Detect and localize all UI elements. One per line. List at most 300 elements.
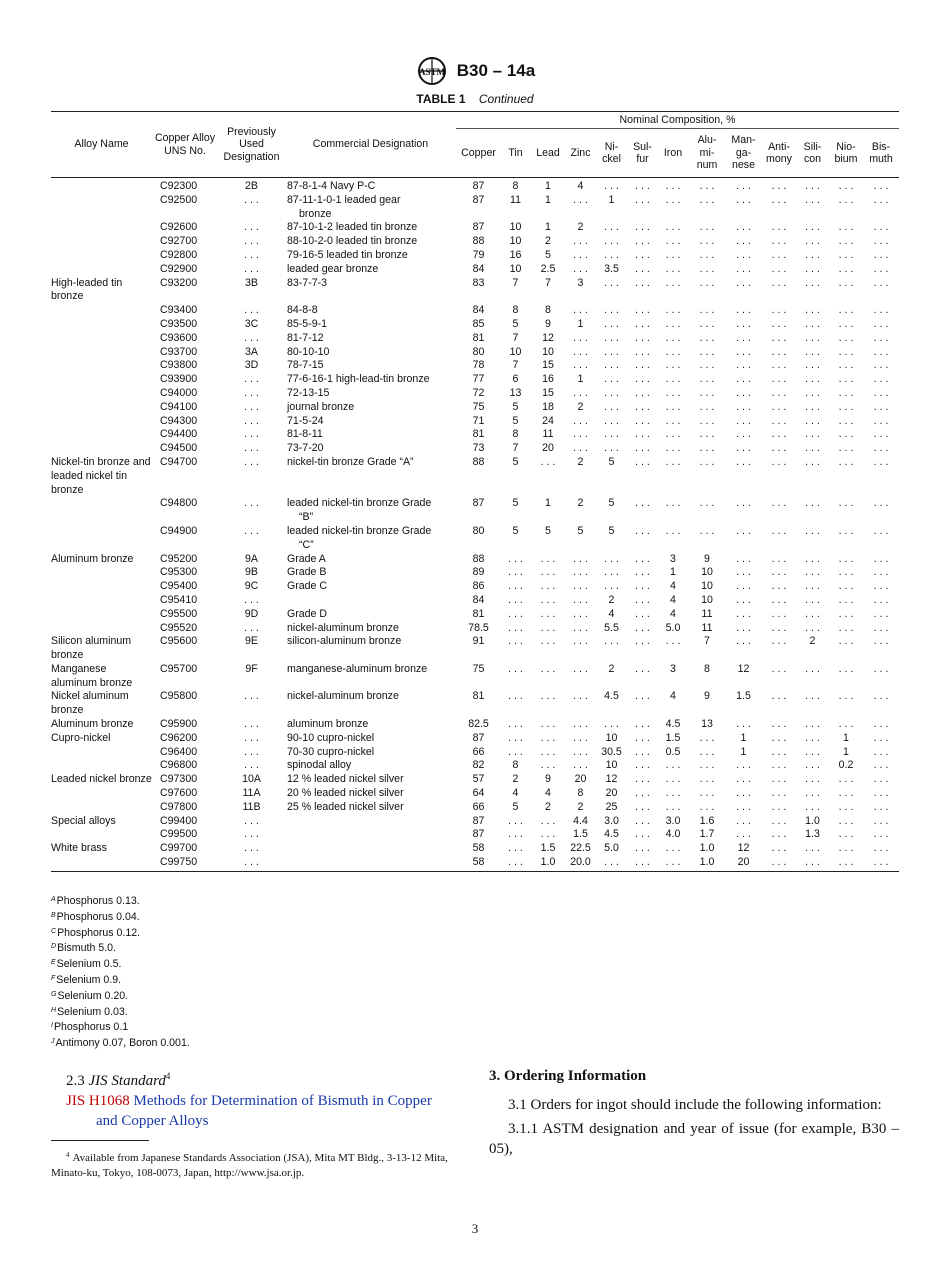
composition-value: . . . bbox=[805, 428, 820, 441]
composition-value: 91 bbox=[472, 635, 485, 648]
uns-cell: C97800 bbox=[160, 800, 198, 813]
composition-value: . . . bbox=[573, 345, 588, 358]
uns-cell: C99400 bbox=[160, 814, 198, 827]
uns-cell: C93600 bbox=[160, 331, 198, 344]
alloy-name-cell bbox=[51, 442, 152, 456]
composition-value: 4 bbox=[545, 787, 551, 800]
composition-value: 10 bbox=[509, 345, 522, 358]
commercial-designation-cell bbox=[285, 801, 456, 815]
composition-value: . . . bbox=[736, 718, 751, 731]
composition-value: 7 bbox=[512, 442, 519, 455]
composition-value: . . . bbox=[665, 414, 681, 427]
composition-value: 1.6 bbox=[699, 814, 715, 827]
table-row bbox=[51, 553, 899, 567]
commercial-line: 83-7-7-3 bbox=[287, 276, 328, 289]
composition-value: . . . bbox=[665, 180, 681, 192]
composition-value: 66 bbox=[472, 800, 485, 813]
composition-value: . . . bbox=[838, 373, 854, 386]
footnote-mark: F bbox=[51, 974, 56, 982]
composition-value: . . . bbox=[805, 621, 820, 634]
alloy-name-cell bbox=[51, 622, 152, 636]
composition-value: . . . bbox=[508, 718, 523, 731]
composition-value: . . . bbox=[863, 856, 899, 871]
composition-value: . . . bbox=[771, 607, 787, 620]
composition-value: . . . bbox=[635, 304, 650, 317]
composition-value: . . . bbox=[805, 580, 820, 593]
commercial-line: 81-7-12 bbox=[287, 331, 324, 344]
composition-value: 5.0 bbox=[604, 842, 619, 855]
section-title: JIS Standard bbox=[88, 1073, 166, 1089]
commercial-designation-cell bbox=[285, 553, 456, 567]
table-row bbox=[51, 235, 899, 249]
composition-value: 5 bbox=[512, 400, 519, 413]
commercial-designation-cell bbox=[285, 566, 456, 580]
composition-value: . . . bbox=[771, 180, 787, 192]
uns-cell: C95900 bbox=[160, 718, 198, 731]
commercial-designation-cell bbox=[285, 318, 456, 332]
jis-reference[interactable] bbox=[51, 1091, 463, 1131]
composition-value: 78 bbox=[472, 359, 485, 372]
composition-value: 84 bbox=[472, 304, 485, 317]
composition-value: . . . bbox=[873, 787, 889, 800]
previous-designation-cell: . . . bbox=[244, 248, 259, 261]
commercial-designation-cell bbox=[285, 387, 456, 401]
commercial-designation-cell bbox=[285, 263, 456, 277]
previous-designation-cell: . . . bbox=[244, 828, 259, 841]
previous-designation-cell: . . . bbox=[244, 759, 259, 772]
composition-value: . . . bbox=[699, 414, 715, 427]
alloy-name-cell bbox=[51, 525, 152, 553]
composition-value: . . . bbox=[635, 814, 650, 827]
col-element-2: Lead bbox=[530, 129, 566, 178]
composition-value: 81 bbox=[472, 607, 485, 620]
alloy-name-cell bbox=[51, 856, 152, 871]
composition-value: . . . bbox=[604, 373, 619, 386]
composition-value: . . . bbox=[771, 193, 787, 206]
composition-value: . . . bbox=[699, 787, 715, 800]
composition-value: 15 bbox=[542, 386, 554, 399]
composition-value: 1.3 bbox=[805, 828, 820, 841]
composition-value: . . . bbox=[771, 400, 787, 413]
composition-value: . . . bbox=[805, 593, 820, 606]
composition-value: 2 bbox=[577, 800, 584, 813]
composition-value: 4.4 bbox=[573, 814, 588, 827]
commercial-designation-cell bbox=[285, 456, 456, 497]
alloy-name-cell bbox=[51, 801, 152, 815]
composition-value: . . . bbox=[508, 828, 523, 841]
footnote-mark: E bbox=[51, 959, 56, 967]
composition-value: . . . bbox=[635, 386, 650, 399]
composition-value: . . . bbox=[508, 607, 523, 620]
composition-value: 86 bbox=[472, 580, 485, 593]
table-row bbox=[51, 332, 899, 346]
commercial-designation-cell bbox=[285, 732, 456, 746]
composition-value: . . . bbox=[838, 566, 854, 579]
composition-value: . . . bbox=[604, 386, 619, 399]
composition-value: . . . bbox=[771, 745, 787, 758]
composition-value: . . . bbox=[635, 442, 650, 455]
composition-value: 10 bbox=[542, 345, 554, 358]
composition-value: . . . bbox=[805, 248, 820, 261]
composition-value: . . . bbox=[736, 455, 751, 468]
composition-value: . . . bbox=[805, 497, 820, 510]
table-row bbox=[51, 304, 899, 318]
composition-value: . . . bbox=[838, 400, 854, 413]
composition-value: . . . bbox=[635, 745, 650, 758]
table-row bbox=[51, 608, 899, 622]
commercial-line: 85-5-9-1 bbox=[287, 317, 328, 330]
composition-value: 5 bbox=[512, 317, 519, 330]
composition-value: 4 bbox=[608, 607, 615, 620]
reference-title-continued[interactable]: and Copper Alloys bbox=[96, 1113, 209, 1129]
composition-value: 2 bbox=[577, 400, 584, 413]
composition-value: . . . bbox=[805, 524, 820, 537]
composition-value: . . . bbox=[771, 221, 787, 234]
composition-value: . . . bbox=[540, 731, 556, 744]
previous-designation-cell: . . . bbox=[244, 497, 259, 510]
alloy-name-cell bbox=[51, 304, 152, 318]
commercial-line: Grade C bbox=[287, 580, 328, 593]
commercial-line: 25 % leaded nickel silver bbox=[287, 800, 404, 813]
composition-value: . . . bbox=[665, 773, 681, 786]
col-element-7: Alu- mi- num bbox=[689, 129, 725, 178]
reference-code-link[interactable]: JIS H1068 bbox=[66, 1093, 130, 1109]
composition-value: . . . bbox=[771, 345, 787, 358]
composition-value: . . . bbox=[771, 814, 787, 827]
astm-logo-icon bbox=[415, 56, 449, 86]
composition-value: . . . bbox=[665, 800, 681, 813]
previous-designation-cell: . . . bbox=[244, 455, 259, 468]
composition-value: . . . bbox=[635, 593, 650, 606]
previous-designation-cell: . . . bbox=[244, 221, 259, 234]
composition-value: . . . bbox=[771, 773, 787, 786]
composition-value: . . . bbox=[635, 373, 650, 386]
alloy-name-cell: Silicon aluminum bronze bbox=[51, 635, 132, 662]
composition-value: . . . bbox=[736, 814, 751, 827]
footnote-ref-4: 4 bbox=[165, 1071, 171, 1081]
composition-value: 1.5 bbox=[540, 842, 556, 855]
composition-value: . . . bbox=[573, 607, 588, 620]
col-element-11: Nio- bium bbox=[829, 129, 863, 178]
composition-value: . . . bbox=[838, 442, 854, 455]
composition-value: . . . bbox=[573, 552, 588, 565]
composition-value: 2 bbox=[577, 455, 584, 468]
table-continued: Continued bbox=[478, 92, 534, 106]
footnote-text: Antimony 0.07, Boron 0.001. bbox=[55, 1037, 190, 1050]
previous-designation-cell: . . . bbox=[244, 262, 259, 275]
composition-value: . . . bbox=[665, 759, 681, 772]
composition-value: . . . bbox=[540, 552, 556, 565]
composition-value: . . . bbox=[665, 524, 681, 537]
col-element-6: Iron bbox=[657, 129, 689, 178]
composition-value: . . . bbox=[873, 759, 889, 772]
commercial-designation-cell bbox=[285, 346, 456, 360]
composition-value: . . . bbox=[873, 718, 889, 731]
composition-value: 3.0 bbox=[604, 814, 619, 827]
composition-value: 84 bbox=[472, 593, 485, 606]
composition-value: . . . bbox=[838, 828, 854, 841]
alloy-name-cell bbox=[51, 235, 152, 249]
composition-value: . . . bbox=[805, 276, 820, 289]
composition-value: . . . bbox=[873, 773, 889, 786]
uns-cell: C95520 bbox=[160, 621, 198, 634]
previous-designation-cell: . . . bbox=[244, 400, 259, 413]
commercial-line: 77-6-16-1 high-lead-tin bronze bbox=[287, 373, 430, 386]
col-element-10: Sili- con bbox=[796, 129, 829, 178]
composition-value: . . . bbox=[771, 718, 787, 731]
previous-designation-cell: . . . bbox=[244, 814, 259, 827]
composition-value: 1 bbox=[740, 745, 747, 758]
composition-value: . . . bbox=[873, 745, 889, 758]
col-element-4: Ni- ckel bbox=[595, 129, 628, 178]
paragraph-3-1-1: 3.1.1 ASTM designation and year of issue (for example, B30 – 05), bbox=[489, 1121, 899, 1157]
table-row bbox=[51, 746, 899, 760]
col-element-8: Man- ga- nese bbox=[725, 129, 762, 178]
table-row bbox=[51, 277, 899, 305]
composition-value: . . . bbox=[573, 442, 588, 455]
composition-value: . . . bbox=[805, 552, 820, 565]
uns-cell: C93900 bbox=[160, 373, 198, 386]
previous-designation-cell: 9B bbox=[245, 566, 258, 579]
composition-value: . . . bbox=[736, 524, 751, 537]
alloy-name-cell bbox=[51, 566, 152, 580]
composition-value: . . . bbox=[665, 497, 681, 510]
table-row bbox=[51, 497, 899, 525]
composition-value: 81 bbox=[472, 331, 485, 344]
previous-designation-cell: . . . bbox=[244, 593, 259, 606]
composition-value: . . . bbox=[604, 400, 619, 413]
alloy-name-cell bbox=[51, 359, 152, 373]
composition-value: 20 bbox=[574, 773, 587, 786]
composition-value: . . . bbox=[771, 359, 787, 372]
footnote-text: Bismuth 5.0. bbox=[57, 942, 116, 955]
uns-cell: C95800 bbox=[160, 690, 198, 703]
commercial-line: manganese-aluminum bronze bbox=[287, 662, 428, 675]
composition-value: 1.5 bbox=[736, 690, 751, 703]
previous-designation-cell: . . . bbox=[244, 718, 259, 731]
composition-value: 5 bbox=[512, 524, 519, 537]
composition-value: . . . bbox=[771, 524, 787, 537]
commercial-line: “C” bbox=[299, 538, 314, 551]
composition-value: . . . bbox=[628, 856, 657, 871]
composition-value: . . . bbox=[805, 193, 820, 206]
composition-value: . . . bbox=[736, 317, 751, 330]
composition-value: 1 bbox=[608, 193, 615, 206]
composition-value: 5 bbox=[545, 248, 551, 261]
composition-value: . . . bbox=[573, 662, 588, 675]
composition-value: 1 bbox=[843, 731, 849, 744]
commercial-line: 87-11-1-0-1 leaded gear bbox=[287, 193, 401, 206]
composition-value: . . . bbox=[635, 787, 650, 800]
commercial-line: spinodal alloy bbox=[287, 759, 352, 772]
composition-value: . . . bbox=[635, 566, 650, 579]
uns-cell: C94900 bbox=[160, 524, 198, 537]
composition-value: 30.5 bbox=[601, 745, 622, 758]
composition-value: . . . bbox=[736, 180, 751, 192]
alloy-name-cell bbox=[51, 249, 152, 263]
composition-value: . . . bbox=[665, 386, 681, 399]
composition-value: . . . bbox=[604, 276, 619, 289]
composition-value: . . . bbox=[604, 580, 619, 593]
composition-value: . . . bbox=[736, 800, 751, 813]
composition-value: 25 bbox=[605, 800, 618, 813]
alloy-name-cell: High-leaded tin bronze bbox=[51, 276, 123, 303]
composition-value: . . . bbox=[771, 428, 787, 441]
footnote-mark: C bbox=[51, 927, 57, 935]
composition-value: . . . bbox=[573, 635, 588, 648]
alloy-name-cell: Nickel-tin bronze and leaded nickel tin bronze bbox=[51, 455, 151, 496]
uns-cell: C96200 bbox=[160, 731, 198, 744]
composition-value: . . . bbox=[699, 773, 715, 786]
commercial-designation-cell bbox=[285, 622, 456, 636]
composition-value: 4 bbox=[577, 180, 584, 192]
composition-value: 75 bbox=[472, 662, 485, 675]
alloy-name-cell bbox=[51, 194, 152, 222]
previous-designation-cell: 3B bbox=[245, 276, 258, 289]
commercial-designation-cell bbox=[285, 194, 456, 222]
table-row bbox=[51, 663, 899, 691]
composition-value: . . . bbox=[699, 345, 715, 358]
table-row bbox=[51, 622, 899, 636]
composition-value: . . . bbox=[838, 248, 854, 261]
previous-designation-cell: 2B bbox=[245, 180, 258, 192]
composition-value: . . . bbox=[838, 331, 854, 344]
composition-value: . . . bbox=[699, 221, 715, 234]
composition-value: . . . bbox=[805, 731, 820, 744]
composition-value: 8 bbox=[512, 759, 519, 772]
composition-value: . . . bbox=[873, 193, 889, 206]
composition-value: . . . bbox=[873, 662, 889, 675]
composition-value: . . . bbox=[873, 800, 889, 813]
composition-value: . . . bbox=[573, 193, 588, 206]
table-row bbox=[51, 635, 899, 663]
composition-value: . . . bbox=[736, 386, 751, 399]
composition-value: . . . bbox=[635, 690, 650, 703]
composition-value: 4 bbox=[512, 787, 519, 800]
composition-value: . . . bbox=[805, 386, 820, 399]
composition-value: . . . bbox=[573, 304, 588, 317]
composition-value: 20 bbox=[605, 787, 618, 800]
composition-value: . . . bbox=[699, 262, 715, 275]
composition-value: . . . bbox=[873, 566, 889, 579]
footnote-mark: B bbox=[51, 911, 56, 919]
composition-value: . . . bbox=[635, 662, 650, 675]
previous-designation-cell: . . . bbox=[244, 386, 259, 399]
composition-value: . . . bbox=[771, 593, 787, 606]
composition-value: 8 bbox=[704, 662, 710, 675]
composition-value: . . . bbox=[873, 828, 889, 841]
commercial-designation-cell bbox=[285, 332, 456, 346]
composition-value: . . . bbox=[805, 221, 820, 234]
uns-cell: C93500 bbox=[160, 317, 198, 330]
composition-value: . . . bbox=[635, 400, 650, 413]
composition-value: 80 bbox=[472, 524, 485, 537]
composition-value: . . . bbox=[771, 442, 787, 455]
standard-designation: B30 – 14a bbox=[456, 61, 536, 80]
composition-value: . . . bbox=[540, 635, 556, 648]
composition-value: . . . bbox=[736, 400, 751, 413]
composition-value: 3 bbox=[577, 276, 584, 289]
composition-value: . . . bbox=[771, 842, 787, 855]
composition-value: . . . bbox=[604, 635, 619, 648]
composition-value: . . . bbox=[604, 442, 619, 455]
page-number: 3 bbox=[471, 1221, 479, 1236]
previous-designation-cell: . . . bbox=[244, 524, 259, 537]
composition-value: . . . bbox=[736, 345, 751, 358]
col-element-12: Bis- muth bbox=[863, 129, 899, 178]
reference-title-link[interactable]: Methods for Determination of Bismuth in Copper bbox=[133, 1093, 432, 1109]
composition-value: . . . bbox=[635, 180, 650, 192]
composition-value: 2 bbox=[577, 221, 584, 234]
composition-value: 1 bbox=[545, 193, 551, 206]
alloy-name-cell: White brass bbox=[51, 842, 107, 855]
composition-value: . . . bbox=[805, 442, 820, 455]
composition-value: 13 bbox=[701, 718, 713, 731]
composition-value: . . . bbox=[573, 262, 588, 275]
composition-value: . . . bbox=[838, 455, 854, 468]
composition-value: . . . bbox=[635, 718, 650, 731]
col-element-5: Sul- fur bbox=[628, 129, 657, 178]
composition-value: . . . bbox=[762, 856, 796, 871]
table-row bbox=[51, 373, 899, 387]
composition-value: . . . bbox=[838, 304, 854, 317]
composition-value: . . . bbox=[771, 331, 787, 344]
composition-value: . . . bbox=[573, 718, 588, 731]
composition-value: . . . bbox=[838, 235, 854, 248]
commercial-designation-cell bbox=[285, 401, 456, 415]
composition-value: 3 bbox=[670, 662, 676, 675]
composition-value: . . . bbox=[771, 276, 787, 289]
footnote-item bbox=[51, 909, 190, 925]
composition-value: 4 bbox=[670, 607, 676, 620]
commercial-line: Grade A bbox=[287, 552, 326, 565]
composition-value: . . . bbox=[805, 455, 820, 468]
composition-value: . . . bbox=[838, 690, 854, 703]
composition-value: 58 bbox=[472, 842, 485, 855]
composition-value: 5 bbox=[608, 455, 615, 468]
composition-value: . . . bbox=[573, 359, 588, 372]
uns-cell: C94300 bbox=[160, 414, 198, 427]
alloy-name-cell bbox=[51, 580, 152, 594]
composition-value: . . . bbox=[604, 235, 619, 248]
composition-value: 72 bbox=[472, 386, 485, 399]
composition-value: . . . bbox=[540, 566, 556, 579]
composition-value: . . . bbox=[573, 759, 588, 772]
composition-value: 4 bbox=[670, 593, 676, 606]
composition-value: . . . bbox=[771, 497, 787, 510]
composition-value: 87 bbox=[472, 180, 485, 192]
composition-value: . . . bbox=[838, 276, 854, 289]
composition-value: . . . bbox=[635, 221, 650, 234]
commercial-designation-cell bbox=[285, 663, 456, 691]
commercial-designation-cell bbox=[285, 773, 456, 787]
composition-value: . . . bbox=[873, 621, 889, 634]
uns-cell: C95200 bbox=[160, 552, 198, 565]
footnote-mark: D bbox=[51, 943, 57, 951]
composition-value: . . . bbox=[573, 428, 588, 441]
previous-designation-cell: 9F bbox=[245, 662, 258, 675]
table-row bbox=[51, 842, 899, 856]
table-row bbox=[51, 428, 899, 442]
composition-value: . . . bbox=[805, 414, 820, 427]
composition-value: . . . bbox=[573, 331, 588, 344]
composition-value: 87 bbox=[472, 193, 485, 206]
composition-value: 87 bbox=[472, 497, 485, 510]
composition-value: 10 bbox=[509, 262, 522, 275]
composition-value: . . . bbox=[604, 345, 619, 358]
composition-value: 81 bbox=[472, 690, 485, 703]
composition-value: . . . bbox=[829, 856, 863, 871]
